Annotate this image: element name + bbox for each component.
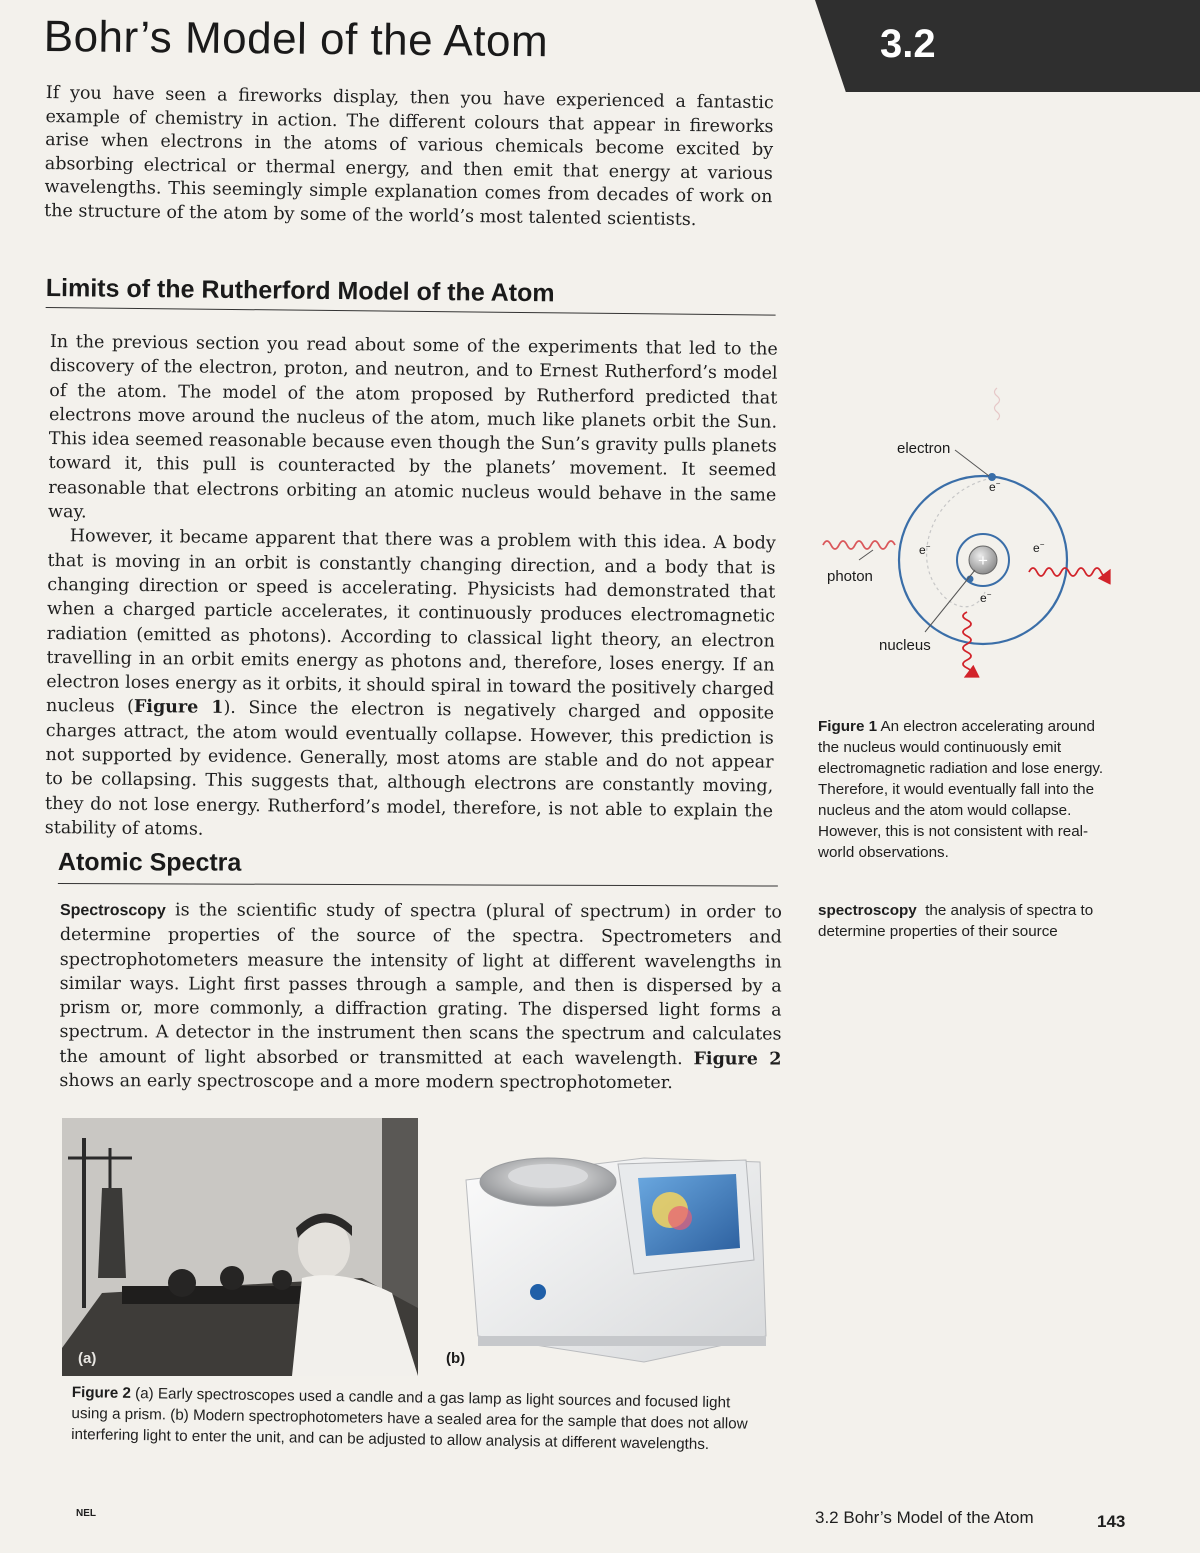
page-title: Bohr’s Model of the Atom [43, 12, 549, 67]
label-e-bottom: e− [980, 590, 992, 605]
footer-page-number: 143 [1097, 1512, 1126, 1531]
rutherford-section [45, 330, 778, 848]
spectra-paragraph [59, 898, 782, 1096]
label-e-right: e− [1033, 540, 1045, 555]
leader-photon [859, 550, 873, 560]
section-tab [815, 0, 1200, 92]
figure-2-label: Figure 2 [71, 1383, 132, 1402]
photon-wave-top [995, 388, 1000, 420]
footer-publisher: NEL [76, 1508, 96, 1519]
intro-paragraph [44, 82, 774, 233]
glossary-definition: the analysis of spectra to determine properties of their source [818, 902, 1098, 940]
rutherford-p2-text-a: However, it became apparent that there was a problem with this idea. A body that is moving in an orbit is constantly changing direction, and a body that is changing direction or speed is accelerating. Physicists had demonstrated that when a charged particle accelerates, it continuously produces electromagnetic radiation (emitted as photons). According to classical light theory, an electron travelling in an orbit emits energy as photons and, therefore, loses energy. If an electron loses energy as it orbits, it should spiral in toward the positively charged nucleus ( [45, 526, 776, 718]
label-e-left: e− [919, 542, 931, 557]
photo-modern-spectrophotometer [448, 1140, 776, 1372]
label-electron: electron [897, 440, 951, 457]
rutherford-paragraph-1: In the previous section you read about some of the experiments that led to the discovery of the electron, proton, and neutron, and to Ernest Rutherford’s model of the atom. The model of the atom proposed by Rutherford predicted that electrons move around the nucleus of the atom, much like planets orbit the Sun. This idea seemed reasonable because even though the Sun’s gravity pulls planets toward it, this pull is counteracted by the planets’ movement. It seemed reasonable that electrons orbiting an atomic nucleus would behave in the same way. [47, 331, 778, 523]
label-e-top: e− [989, 479, 1001, 494]
glossary-term: spectroscopy [818, 902, 917, 919]
photo-early-spectroscope [62, 1118, 418, 1376]
glossary-spectroscopy [818, 900, 1118, 942]
figure-1-caption-text: An electron accelerating around the nucleus would continuously emit electromagnetic radiation and lose energy. Therefore, it would eventually fall into the nucleus and the atom would collapse. However, this is not consistent with real-world observations. [818, 718, 1104, 861]
panel-label-b: (b) [446, 1350, 466, 1367]
figure-1-caption [818, 716, 1118, 863]
heading-atomic-spectra: Atomic Spectra [58, 848, 778, 887]
figure-1-reference[interactable]: Figure 1 [133, 697, 224, 719]
figure-2-reference[interactable]: Figure 2 [693, 1048, 782, 1070]
spiral-path [927, 478, 992, 607]
spectra-text-b: shows an early spectroscope and a more modern spectrophotometer. [59, 1071, 673, 1094]
nucleus-plus-sign: + [978, 551, 988, 570]
figure-1-diagram [815, 380, 1135, 710]
rutherford-p2-text-b: ). Since the electron is negatively charged and opposite charges attract, the atom would eventually collapse. However, this prediction is not supported by evidence. Generally, most atoms are stable and do not appear to be collapsing. This suggests that, although electrons are constantly moving, they do not lose energy. Rutherford’s model, therefore, is not able to explain the stability of atoms. [44, 698, 775, 840]
spectra-section [59, 898, 782, 1096]
leader-electron [955, 450, 989, 476]
rutherford-paragraph-2 [45, 524, 776, 847]
photon-wave-right [1029, 568, 1109, 576]
footer-running-title: 3.2 Bohr’s Model of the Atom [815, 1508, 1034, 1527]
figure-2-caption [71, 1382, 762, 1456]
photo-a-illustration [62, 1118, 418, 1376]
section-number: 3.2 [880, 22, 936, 66]
panel-label-a: (a) [78, 1350, 97, 1367]
label-photon: photon [827, 568, 873, 585]
label-nucleus: nucleus [879, 637, 931, 654]
heading-rutherford: Limits of the Rutherford Model of the Atom [46, 274, 776, 316]
intro-text: If you have seen a fireworks display, then you have experienced a fantastic example of chemistry in action. The different colours that appear in fireworks arise when electrons in the atoms of various chemicals become excited by absorbing electrical or thermal energy, and then emit that energy at various wavelengths. This seemingly simple explanation comes from decades of work on the structure of the atom by some of the world’s most talented scientists. [44, 82, 774, 230]
spectra-text-a: is the scientific study of spectra (plural of spectrum) in order to determine properties of the source of the spectra. Spectrometers and spectrophotometers measure the intensity of light at different wavelengths in similar ways. Light first passes through a sample, and then is dispersed by a prism or, more commonly, a diffraction grating. The dispersed light forms a spectrum. A detector in the instrument then scans the spectrum and calculates the amount of light absorbed or transmitted at each wavelength. [59, 900, 782, 1069]
figure-1-label: Figure 1 [818, 718, 878, 735]
photon-wave-left [823, 541, 895, 549]
figure-2-caption-text: (a) Early spectroscopes used a candle and a gas lamp as light sources and focused light using a prism. (b) Modern spectrophotometers have a sealed area for the sample that does not allow interfering light to enter the unit, and can be adjusted to allow analysis at different wavelengths. [71, 1384, 748, 1454]
key-term-spectroscopy: Spectroscopy [59, 902, 166, 920]
